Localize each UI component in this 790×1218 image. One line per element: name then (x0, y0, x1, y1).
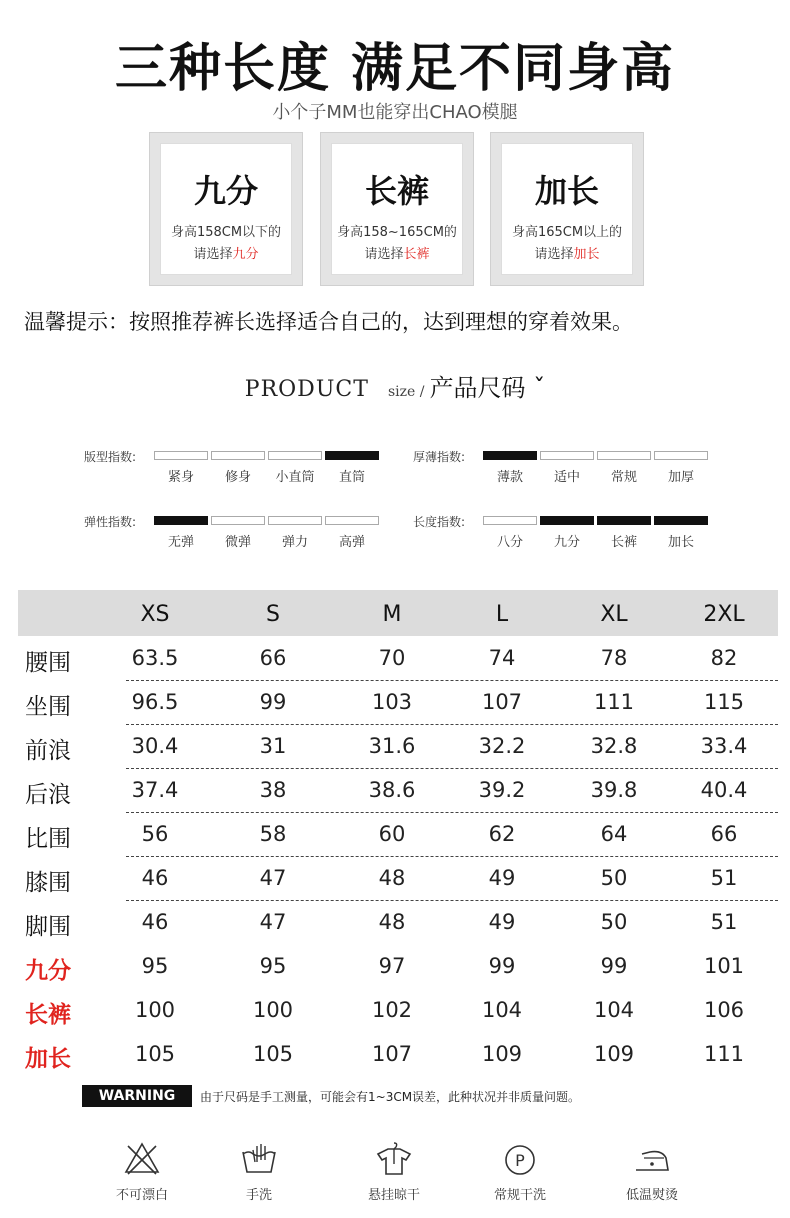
table-cell: 48 (378, 866, 406, 890)
dry-clean-p-icon (500, 1140, 540, 1178)
table-cell: 39.2 (478, 778, 526, 802)
table-cell: 74 (488, 646, 516, 670)
index-option-label: 九分 (553, 535, 580, 550)
table-cell: 104 (481, 998, 523, 1022)
index-bar (597, 516, 651, 525)
index-title: 厚薄指数: (413, 450, 466, 464)
index-option-label: 常规 (610, 470, 637, 485)
hang-dry-icon (374, 1140, 414, 1178)
row-divider (126, 856, 778, 857)
table-cell: 47 (259, 866, 287, 890)
table-row-label: 长裤 (25, 1002, 71, 1028)
table-cell: 46 (141, 866, 169, 890)
index-bar (540, 451, 594, 460)
table-cell: 111 (593, 690, 635, 714)
table-cell: 115 (703, 690, 745, 714)
table-cell: 50 (600, 910, 628, 934)
card-label: 加长 (534, 172, 599, 210)
table-cell: 56 (141, 822, 169, 846)
index-option-label: 紧身 (167, 470, 194, 485)
table-cell: 64 (600, 822, 628, 846)
index-bar (325, 516, 379, 525)
card-desc-highlight: 加长 (573, 247, 600, 262)
index-option-label: 小直筒 (275, 470, 315, 485)
table-cell: 82 (710, 646, 738, 670)
table-cell: 47 (259, 910, 287, 934)
table-cell: 38 (259, 778, 287, 802)
table-row-label: 加长 (25, 1046, 71, 1072)
index-title: 弹性指数: (84, 515, 137, 529)
card-desc-highlight: 长裤 (403, 247, 430, 262)
table-row-label: 膝围 (25, 870, 71, 896)
table-cell: 32.2 (478, 734, 526, 758)
index-option-label: 加厚 (667, 470, 694, 485)
index-bar (211, 516, 265, 525)
table-cell: 109 (593, 1042, 635, 1066)
table-cell: 31.6 (368, 734, 416, 758)
table-cell: 96.5 (131, 690, 179, 714)
care-label: 不可漂白 (115, 1188, 168, 1203)
index-bar (654, 516, 708, 525)
table-cell: 78 (600, 646, 628, 670)
warning-badge: WARNING (82, 1085, 192, 1107)
index-bar (325, 451, 379, 460)
table-row-label: 九分 (25, 958, 71, 984)
table-cell: 62 (488, 822, 516, 846)
card-label: 长裤 (364, 172, 429, 210)
table-cell: 30.4 (131, 734, 179, 758)
index-option-label: 微弹 (224, 535, 251, 550)
index-bar (211, 451, 265, 460)
table-cell: 66 (259, 646, 287, 670)
table-cell: 100 (134, 998, 176, 1022)
row-divider (126, 680, 778, 681)
index-option-label: 修身 (224, 470, 251, 485)
table-cell: 70 (378, 646, 406, 670)
table-cell: 31 (259, 734, 287, 758)
low-iron-icon (632, 1140, 672, 1178)
card-jiufen (149, 132, 303, 286)
index-option-label: 弹力 (281, 535, 308, 550)
table-cell: 100 (252, 998, 294, 1022)
table-cell: 32.8 (590, 734, 638, 758)
table-cell: 49 (488, 910, 516, 934)
table-cell: 40.4 (700, 778, 748, 802)
table-cell: 101 (703, 954, 745, 978)
table-cell: 99 (488, 954, 516, 978)
card-desc (502, 222, 632, 266)
table-cell: 49 (488, 866, 516, 890)
care-label: 常规干洗 (493, 1188, 546, 1203)
table-cell: 104 (593, 998, 635, 1022)
table-cell: 66 (710, 822, 738, 846)
index-option-label: 高弹 (338, 535, 365, 550)
page-subtitle: 小个子MM也能穿出CHAO模腿 (272, 102, 518, 123)
page-title: 三种长度 满足不同身高 (114, 39, 676, 99)
card-label: 九分 (193, 172, 258, 210)
product-heading-cn: 产品尺码 ˇ (429, 374, 546, 402)
card-jiachang (490, 132, 644, 286)
row-divider (126, 900, 778, 901)
care-label: 悬挂晾干 (367, 1188, 420, 1203)
index-bar (154, 516, 208, 525)
table-cell: 105 (134, 1042, 176, 1066)
table-cell: 37.4 (131, 778, 179, 802)
table-cell: 95 (141, 954, 169, 978)
table-cell: 99 (600, 954, 628, 978)
table-row-label: 后浪 (25, 782, 71, 808)
row-divider (126, 724, 778, 725)
card-desc-line: 身高158CM以下的 (170, 225, 282, 240)
index-option-label: 薄款 (496, 470, 523, 485)
table-cell: 51 (710, 910, 738, 934)
table-cell: 58 (259, 822, 287, 846)
table-cell: 103 (371, 690, 413, 714)
size-header-xl: XL (600, 602, 628, 627)
table-cell: 97 (378, 954, 406, 978)
table-cell: 106 (703, 998, 745, 1022)
table-cell: 50 (600, 866, 628, 890)
table-cell: 107 (481, 690, 523, 714)
size-header-xs: XS (140, 602, 170, 627)
index-option-label: 适中 (553, 470, 580, 485)
length-cards (0, 132, 790, 292)
card-desc-prefix: 请选择 (193, 247, 233, 262)
table-cell: 33.4 (700, 734, 748, 758)
table-cell: 60 (378, 822, 406, 846)
table-row-label: 腰围 (25, 650, 71, 676)
index-title: 长度指数: (413, 515, 466, 529)
size-header-s: S (266, 602, 280, 627)
table-row-label: 比围 (25, 826, 71, 852)
product-heading-en: PRODUCT (244, 377, 369, 402)
care-label: 手洗 (245, 1188, 272, 1203)
tip-text: 温馨提示：按照推荐裤长选择适合自己的，达到理想的穿着效果。 (24, 310, 633, 334)
index-bar (597, 451, 651, 460)
table-cell: 48 (378, 910, 406, 934)
table-cell: 109 (481, 1042, 523, 1066)
table-cell: 99 (259, 690, 287, 714)
index-option-label: 无弹 (167, 535, 194, 550)
card-desc-highlight: 九分 (232, 247, 259, 262)
index-option-label: 长裤 (610, 535, 637, 550)
table-cell: 105 (252, 1042, 294, 1066)
index-bar (654, 451, 708, 460)
table-cell: 51 (710, 866, 738, 890)
card-desc (332, 222, 462, 266)
table-cell: 63.5 (131, 646, 179, 670)
card-desc-line: 身高158~165CM的 (337, 225, 457, 240)
card-desc-prefix: 请选择 (534, 247, 574, 262)
table-cell: 39.8 (590, 778, 638, 802)
table-cell: 38.6 (368, 778, 416, 802)
warning-text: 由于尺码是手工测量，可能会有1~3CM误差，此种状况并非质量问题。 (200, 1090, 581, 1104)
index-bar (483, 451, 537, 460)
table-row-label: 脚围 (25, 914, 71, 940)
row-divider (126, 812, 778, 813)
index-bar (268, 451, 322, 460)
row-divider (126, 768, 778, 769)
product-heading-size: size / (387, 384, 425, 400)
index-option-label: 加长 (667, 535, 694, 550)
card-changku (320, 132, 474, 286)
index-bar (154, 451, 208, 460)
size-header-2xl: 2XL (703, 602, 745, 627)
table-cell: 102 (371, 998, 413, 1022)
size-table-header (18, 590, 778, 636)
table-row-label: 前浪 (25, 738, 71, 764)
table-cell: 46 (141, 910, 169, 934)
index-title: 版型指数: (84, 450, 137, 464)
size-header-m: M (382, 602, 402, 627)
svg-text:P: P (515, 1151, 525, 1170)
no-bleach-icon (122, 1140, 162, 1178)
index-bar (268, 516, 322, 525)
care-label: 低温熨烫 (625, 1188, 678, 1203)
size-header-l: L (495, 602, 509, 627)
index-option-label: 直筒 (338, 470, 365, 485)
table-cell: 111 (703, 1042, 745, 1066)
product-heading (0, 368, 790, 403)
index-bar (483, 516, 537, 525)
card-desc-prefix: 请选择 (364, 247, 404, 262)
index-bar (540, 516, 594, 525)
table-cell: 95 (259, 954, 287, 978)
index-option-label: 八分 (496, 535, 523, 550)
table-row-label: 坐围 (25, 694, 71, 720)
table-cell: 107 (371, 1042, 413, 1066)
card-desc-line: 身高165CM以上的 (511, 225, 623, 240)
card-desc (161, 222, 291, 266)
hand-wash-icon (239, 1140, 279, 1178)
